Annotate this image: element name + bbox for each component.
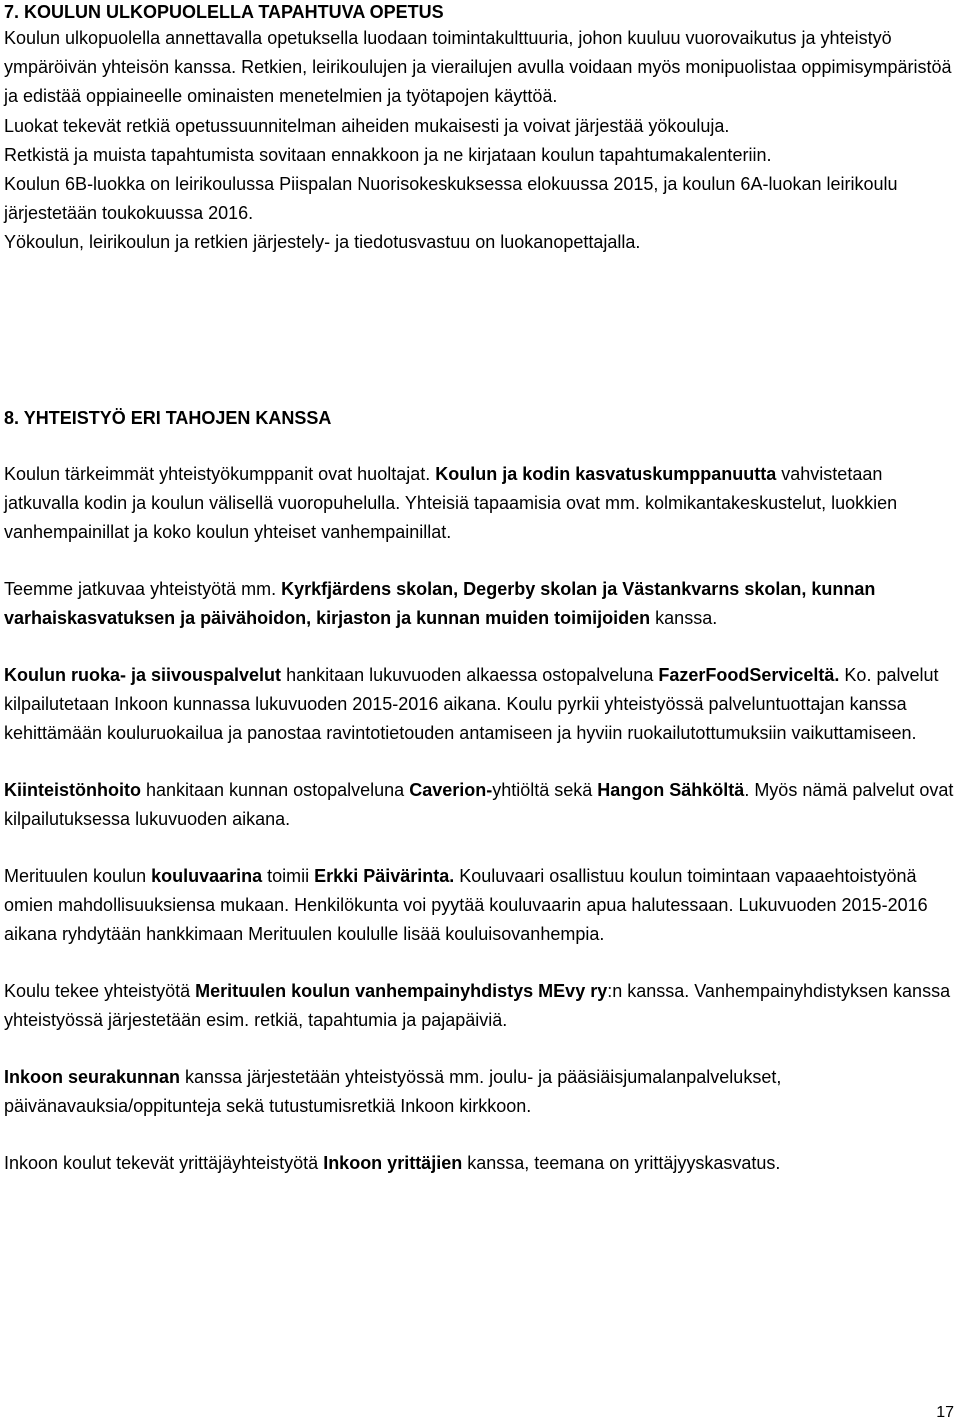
text: :n kanssa. Vanhempainyhdistyksen kanssa yhteistyössä järjestetään esim. retkiä, tapahtumia ja pajapäiviä.: [4, 981, 951, 1030]
emphasis: Hangon Sähköltä: [597, 780, 745, 800]
emphasis: Inkoon seurakunnan: [4, 1067, 181, 1087]
section-8-paragraph-7: [4, 1063, 956, 1121]
emphasis: Kiinteistönhoito: [4, 780, 141, 800]
page-number: 17: [936, 1404, 954, 1421]
section-7-paragraph-1: Luokat tekevät retkiä opetussuunnitelman aiheiden mukaisesti ja voivat järjestää yökouluja.: [4, 115, 730, 136]
section-8-paragraph-3: [4, 661, 956, 748]
section-7-paragraph-4: Yökoulun, leirikoulun ja retkien järjestely- ja tiedotusvastuu on luokanopettajalla.: [4, 232, 641, 253]
emphasis: FazerFoodServiceltä.: [658, 665, 840, 685]
section-7-paragraph-2: Retkistä ja muista tapahtumista sovitaan ennakkoon ja ne kirjataan koulun tapahtumakalenteriin.: [4, 144, 772, 165]
section-8-paragraph-8: [4, 1149, 956, 1178]
emphasis: Koulun ruoka- ja siivouspalvelut: [4, 665, 282, 685]
text: hankitaan kunnan ostopalveluna: [140, 780, 410, 800]
section-7-heading: 7. KOULUN ULKOPUOLELLA TAPAHTUVA OPETUS: [4, 2, 444, 22]
text: vahvistetaan jatkuvalla kodin ja koulun välisellä vuoropuhelulla. Yhteisiä tapaamisia ovat mm. kolmikantakeskustelut, luokkien vanhempainillat ja koko koulun yhteiset vanhempainillat.: [4, 464, 898, 542]
text: kanssa järjestetään yhteistyössä mm. joulu- ja pääsiäisjumalanpalvelukset, päivänavauksia/oppitunteja sekä tutustumisretkiä Inkoon kirkkoon.: [4, 1067, 782, 1116]
section-8-paragraph-5: [4, 862, 956, 949]
section-8-heading: 8. YHTEISTYÖ ERI TAHOJEN KANSSA: [4, 408, 332, 428]
section-8-paragraph-1: [4, 460, 956, 547]
emphasis: kouluvaarina: [151, 866, 263, 886]
section-8-paragraph-4: [4, 776, 956, 834]
text: yhtiöltä sekä: [492, 780, 598, 800]
text: hankitaan lukuvuoden alkaessa ostopalveluna: [281, 665, 659, 685]
emphasis: Kyrkfjärdens skolan, Degerby skolan ja Västankvarns skolan, kunnan varhaiskasvatuksen ja päivähoidon, kirjaston ja kunnan muiden toimijoiden: [4, 579, 876, 628]
section-7-intro: Koulun ulkopuolella annettavalla opetuksella luodaan toimintakulttuuria, johon kuuluu vuorovaikutus ja yhteistyö ympäröivän yhteisön kanssa. Retkien, leirikoulujen ja vierailujen avulla voidaan myös monipuolistaa oppimisympäristöä ja edistää oppiaineelle ominaisten menetelmien ja työtapojen käyttöä.: [4, 28, 952, 107]
text: . Myös nämä palvelut ovat kilpailutuksessa lukuvuoden aikana.: [4, 780, 954, 829]
text: Koulu tekee yhteistyötä: [4, 981, 196, 1001]
section-8-paragraph-6: [4, 977, 956, 1035]
text: kanssa, teemana on yrittäjyyskasvatus.: [462, 1153, 781, 1173]
section-8-paragraph-2: [4, 575, 956, 633]
section-7-paragraph-3: Koulun 6B-luokka on leirikoulussa Piispalan Nuorisokeskuksessa elokuussa 2015, ja koulun 6A-luokan leirikoulu järjestetään toukokuussa 2016.: [4, 174, 898, 224]
text: Koulun tärkeimmät yhteistyökumppanit ovat huoltajat.: [4, 464, 436, 484]
text: Merituulen koulun: [4, 866, 152, 886]
emphasis: Koulun ja kodin kasvatuskumppanuutta: [435, 464, 777, 484]
section-7: [4, 0, 956, 258]
emphasis: Erkki Päivärinta.: [314, 866, 455, 886]
emphasis: Merituulen koulun vanhempainyhdistys MEvy ry: [195, 981, 608, 1001]
text: Inkoon koulut tekevät yrittäjäyhteistyötä: [4, 1153, 324, 1173]
text: Teemme jatkuvaa yhteistyötä mm.: [4, 579, 282, 599]
text: Ko. palvelut kilpailutetaan Inkoon kunnassa lukuvuoden 2015-2016 aikana. Koulu pyrkii yhteistyössä palveluntuottajan kanssa kehittämään kouluruokailua ja panostaa ravintotietouden antamiseen ja hyviin ruokailutottumuksiin vaikuttamiseen.: [4, 665, 939, 743]
text: kanssa.: [650, 608, 718, 628]
section-8: [4, 404, 956, 1178]
text: Kouluvaari osallistuu koulun toimintaan vapaaehtoistyönä omien mahdollisuuksiensa mukaan. Henkilökunta voi pyytää kouluvaarin apua halutessaan. Lukuvuoden 2015-2016 aikana ryhdytään hankkimaan Merituulen koululle lisää kouluisovanhempia.: [4, 866, 928, 944]
emphasis: Inkoon yrittäjien: [323, 1153, 463, 1173]
emphasis: Caverion-: [409, 780, 493, 800]
text: toimii: [262, 866, 315, 886]
